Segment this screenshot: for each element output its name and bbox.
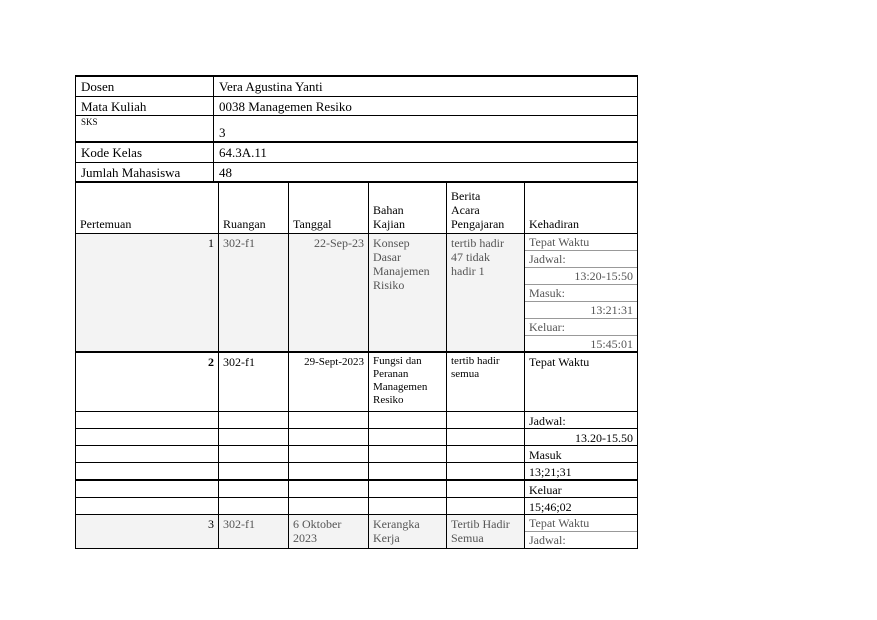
report-line: Semua xyxy=(451,531,484,545)
jadwal-value: 13.20-15.50 xyxy=(575,431,633,445)
topic-line: Peranan xyxy=(373,368,409,380)
attendance-document xyxy=(75,75,638,549)
mk-label: Mata Kuliah xyxy=(76,97,214,115)
masuk-label: Masuk: xyxy=(525,285,637,302)
report-line: Tertib Hadir xyxy=(451,517,510,531)
meeting-report xyxy=(447,234,525,351)
row-dosen xyxy=(75,75,638,96)
col-tanggal-text: Tanggal xyxy=(293,217,332,231)
keluar-label: Keluar xyxy=(529,483,562,497)
topic-line: Risiko xyxy=(373,278,405,292)
meeting-2-sub-row xyxy=(76,429,637,446)
meeting-topic xyxy=(369,353,447,411)
jadwal-label: Jadwal: xyxy=(525,251,637,268)
topic-line: Konsep xyxy=(373,236,410,250)
col-bahan xyxy=(369,183,447,233)
jadwal-value: 13:20-15:50 xyxy=(525,268,637,285)
col-kehadiran-text: Kehadiran xyxy=(529,217,579,231)
column-header-row xyxy=(76,183,637,234)
report-line: tertib hadir xyxy=(451,355,500,367)
masuk-value: 13;21;31 xyxy=(529,465,572,479)
col-ruangan xyxy=(219,183,289,233)
col-bahan-line2: Kajian xyxy=(373,217,405,231)
kelas-value: 64.3A.11 xyxy=(219,145,267,160)
meeting-topic xyxy=(369,515,447,548)
meeting-no: 2 xyxy=(76,353,219,411)
topic-line: Kerja xyxy=(373,531,400,545)
report-line: hadir 1 xyxy=(451,264,485,278)
mk-value: 0038 Managemen Resiko xyxy=(219,99,352,114)
meeting-no: 3 xyxy=(76,515,219,548)
topic-line: Fungsi dan xyxy=(373,355,422,367)
meeting-2-sub-row xyxy=(76,412,637,429)
meeting-row-3 xyxy=(76,515,637,548)
topic-line: Kerangka xyxy=(373,517,420,531)
meeting-2-sub-row xyxy=(76,498,637,515)
status-text: Tepat Waktu xyxy=(525,234,637,251)
kelas-label: Kode Kelas xyxy=(76,143,214,162)
meeting-report xyxy=(447,353,525,411)
meeting-row-2 xyxy=(76,352,637,412)
meeting-topic xyxy=(369,234,447,351)
report-line: semua xyxy=(451,368,480,380)
topic-line: Resiko xyxy=(373,394,404,406)
meeting-room: 302-f1 xyxy=(219,515,289,548)
keluar-value: 15:45:01 xyxy=(590,337,633,351)
masuk-label: Masuk xyxy=(529,448,562,462)
report-line: 47 tidak xyxy=(451,250,490,264)
meeting-room: 302-f1 xyxy=(219,353,289,411)
sks-value: 3 xyxy=(219,125,226,140)
meeting-no: 1 xyxy=(76,234,219,351)
row-kode-kelas xyxy=(75,141,638,162)
col-ruangan-text: Ruangan xyxy=(223,217,266,231)
meeting-date xyxy=(289,515,369,548)
col-berita-line3: Pengajaran xyxy=(451,217,505,231)
meeting-2-sub-row xyxy=(76,446,637,463)
col-berita xyxy=(447,183,525,233)
masuk-value: 13:21:31 xyxy=(525,302,637,319)
col-berita-line2: Acara xyxy=(451,203,480,217)
dosen-label: Dosen xyxy=(76,77,214,96)
keluar-value: 15;46;02 xyxy=(529,500,572,514)
row-sks xyxy=(75,115,638,141)
row-mata-kuliah xyxy=(75,96,638,115)
jumlah-value: 48 xyxy=(219,165,232,180)
topic-line: Dasar xyxy=(373,250,401,264)
meeting-2-sub-row xyxy=(76,463,637,481)
jumlah-label: Jumlah Mahasiswa xyxy=(76,163,214,181)
sks-label: SKS xyxy=(76,116,214,141)
col-bahan-line1: Bahan xyxy=(373,203,404,217)
meeting-date: 22-Sep-23 xyxy=(289,234,369,351)
date-line: 6 Oktober xyxy=(293,517,342,531)
col-berita-line1: Berita xyxy=(451,189,481,203)
row-jumlah xyxy=(75,162,638,181)
meeting-report xyxy=(447,515,525,548)
meeting-attendance xyxy=(525,515,637,548)
date-line: 2023 xyxy=(293,531,317,545)
meeting-date: 29-Sept-2023 xyxy=(289,353,369,411)
topic-line: Manajemen xyxy=(373,264,430,278)
topic-line: Managemen xyxy=(373,381,428,393)
status-text: Tepat Waktu xyxy=(525,515,637,532)
dosen-value: Vera Agustina Yanti xyxy=(219,79,323,94)
jadwal-label: Jadwal: xyxy=(529,414,566,428)
meeting-room: 302-f1 xyxy=(219,234,289,351)
meetings-table xyxy=(75,181,638,549)
meeting-attendance xyxy=(525,234,637,351)
col-kehadiran xyxy=(525,183,637,233)
meeting-row-1 xyxy=(76,234,637,352)
col-pertemuan: Pertemuan xyxy=(76,183,219,233)
jadwal-label: Jadwal: xyxy=(529,533,566,547)
report-line: tertib hadir xyxy=(451,236,504,250)
meeting-2-sub-row xyxy=(76,481,637,498)
col-tanggal xyxy=(289,183,369,233)
keluar-label: Keluar: xyxy=(525,319,637,336)
status-text: Tepat Waktu xyxy=(529,355,590,369)
